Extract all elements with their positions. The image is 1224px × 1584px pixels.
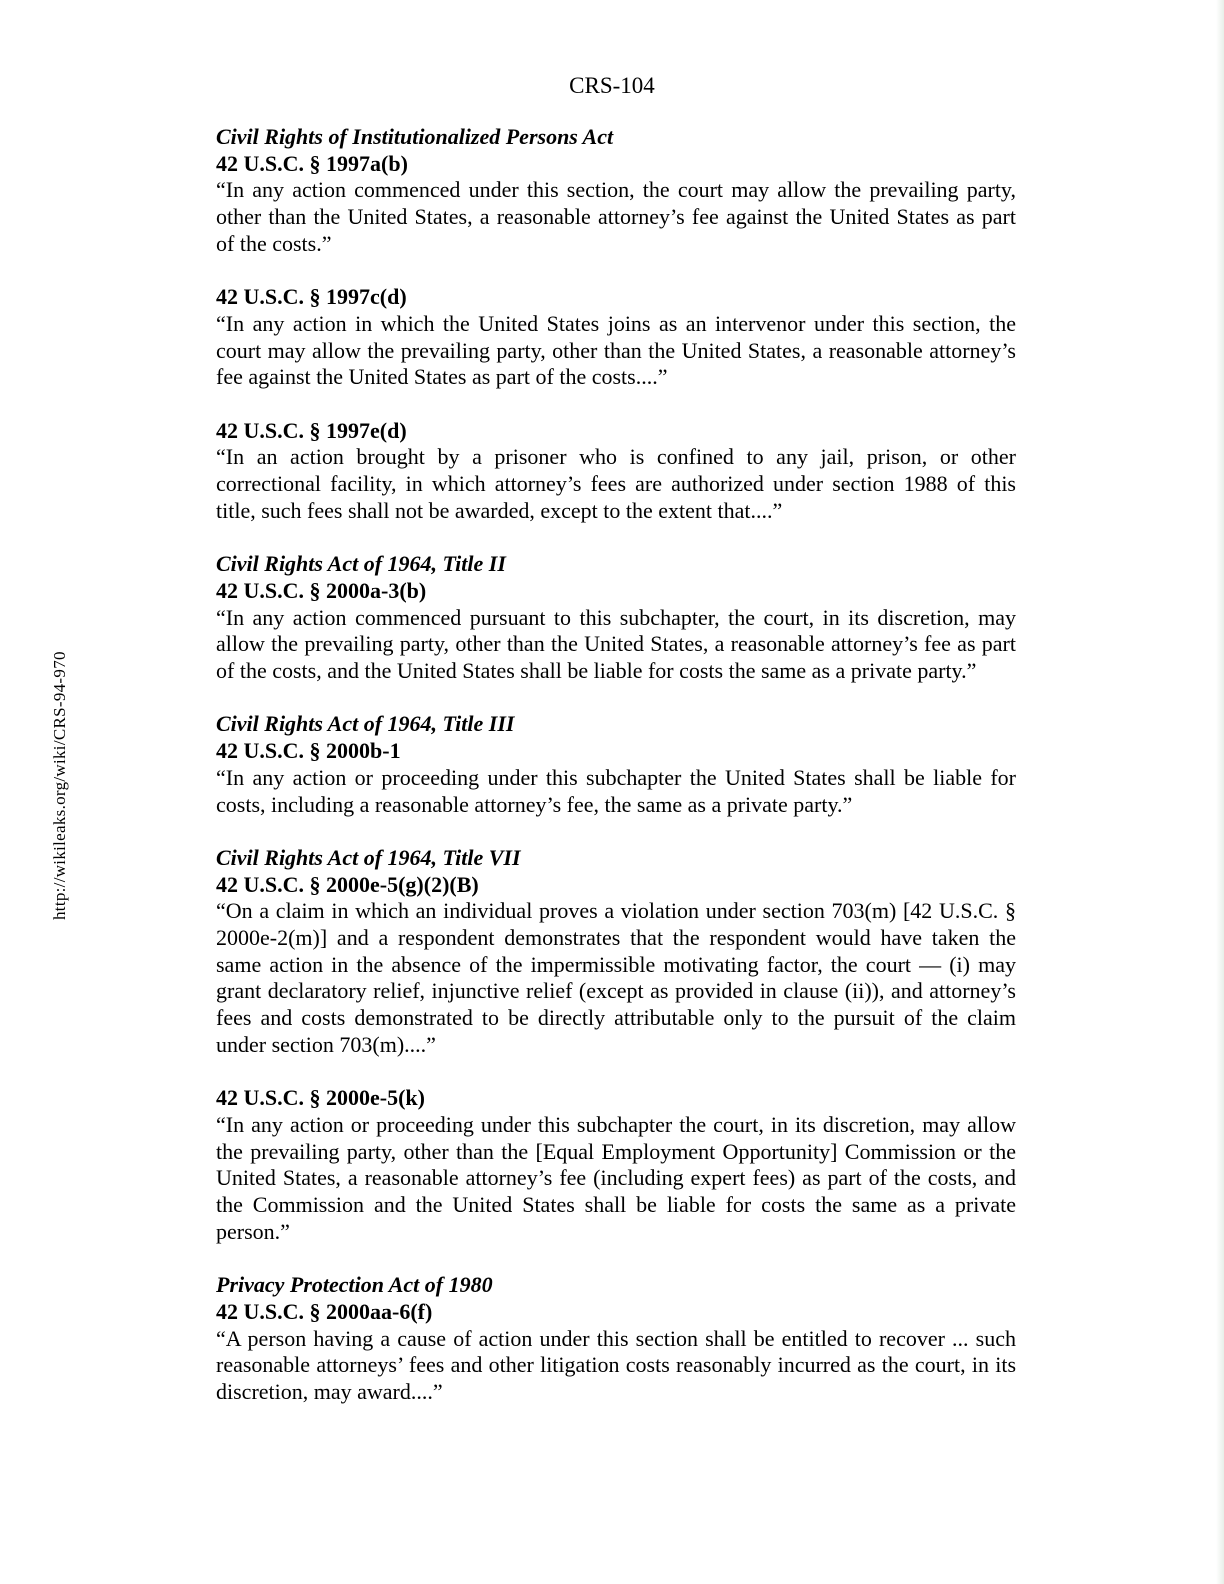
- act-title: Civil Rights Act of 1964, Title II: [216, 551, 506, 577]
- statute-citation: 42 U.S.C. § 1997e(d): [216, 417, 407, 443]
- statute-entry: [216, 124, 1016, 258]
- statute-quote: “On a claim in which an individual proves a violation under section 703(m) [42 U.S.C. § 2000e-2(m)] and a respondent demonstrates that the respondent would have taken the same action in the absence of the impermissible motivating factor, the court — (i) may grant declaratory relief, injunctive relief (except as provided in clause (ii)), and attorney’s fees and costs demonstrated to be directly attributable only to the pursuit of the claim under section 703(m)....”: [216, 898, 1016, 1057]
- act-title: Privacy Protection Act of 1980: [216, 1272, 493, 1298]
- statute-citation: 42 U.S.C. § 2000e-5(k): [216, 1085, 425, 1111]
- document-body: [216, 124, 1016, 1432]
- statute-entry: [216, 845, 1016, 1059]
- statute-citation: 42 U.S.C. § 2000e-5(g)(2)(B): [216, 871, 479, 897]
- statute-citation: 42 U.S.C. § 2000aa-6(f): [216, 1298, 433, 1324]
- statute-entry: [216, 551, 1016, 685]
- statute-entry: [216, 711, 1016, 818]
- statute-citation: 42 U.S.C. § 1997a(b): [216, 150, 408, 176]
- statute-quote: “In any action or proceeding under this subchapter the court, in its discretion, may allow the prevailing party, other than the [Equal Employment Opportunity] Commission or the United States, a reasonable attorney’s fee (including expert fees) as part of the costs, and the Commission and the United States shall be liable for costs the same as a private person.”: [216, 1111, 1016, 1244]
- statute-citation: 42 U.S.C. § 2000a-3(b): [216, 577, 427, 603]
- statute-quote: “In any action or proceeding under this subchapter the United States shall be liable for costs, including a reasonable attorney’s fee, the same as a private party.”: [216, 764, 1016, 817]
- side-url-link[interactable]: http://wikileaks.org/wiki/CRS-94-970: [50, 651, 69, 920]
- statute-entry: [216, 1085, 1016, 1245]
- act-title: Civil Rights of Institutionalized Persons Act: [216, 124, 614, 149]
- page-header: CRS-104: [569, 73, 655, 98]
- statute-citation: 42 U.S.C. § 1997c(d): [216, 284, 407, 310]
- scan-edge-shadow: [1216, 0, 1224, 1584]
- act-title: Civil Rights Act of 1964, Title VII: [216, 844, 521, 870]
- statute-entry: [216, 418, 1016, 525]
- act-title: Civil Rights Act of 1964, Title III: [216, 711, 515, 737]
- statute-quote: “In an action brought by a prisoner who is confined to any jail, prison, or other correctional facility, in which attorney’s fees are authorized under section 1988 of this title, such fees shall not be awarded, except to the extent that....”: [216, 444, 1016, 523]
- statute-citation: 42 U.S.C. § 2000b-1: [216, 738, 401, 764]
- statute-quote: “In any action commenced under this section, the court may allow the prevailing party, other than the United States, a reasonable attorney’s fee against the United States as part of the costs.”: [216, 177, 1016, 256]
- statute-entry: [216, 1272, 1016, 1406]
- statute-quote: “In any action commenced pursuant to this subchapter, the court, in its discretion, may allow the prevailing party, other than the United States, a reasonable attorney’s fee as part of the costs, and the United States shall be liable for costs the same as a private party.”: [216, 604, 1016, 684]
- statute-quote: “A person having a cause of action under this section shall be entitled to recover ... such reasonable attorneys’ fees and other litigation costs reasonably incurred as the court, in its discretion, may award....”: [216, 1325, 1016, 1404]
- statute-entry: [216, 284, 1016, 391]
- statute-quote: “In any action in which the United States joins as an intervenor under this section, the court may allow the prevailing party, other than the United States, a reasonable attorney’s fee against the United States as part of the costs....”: [216, 310, 1016, 390]
